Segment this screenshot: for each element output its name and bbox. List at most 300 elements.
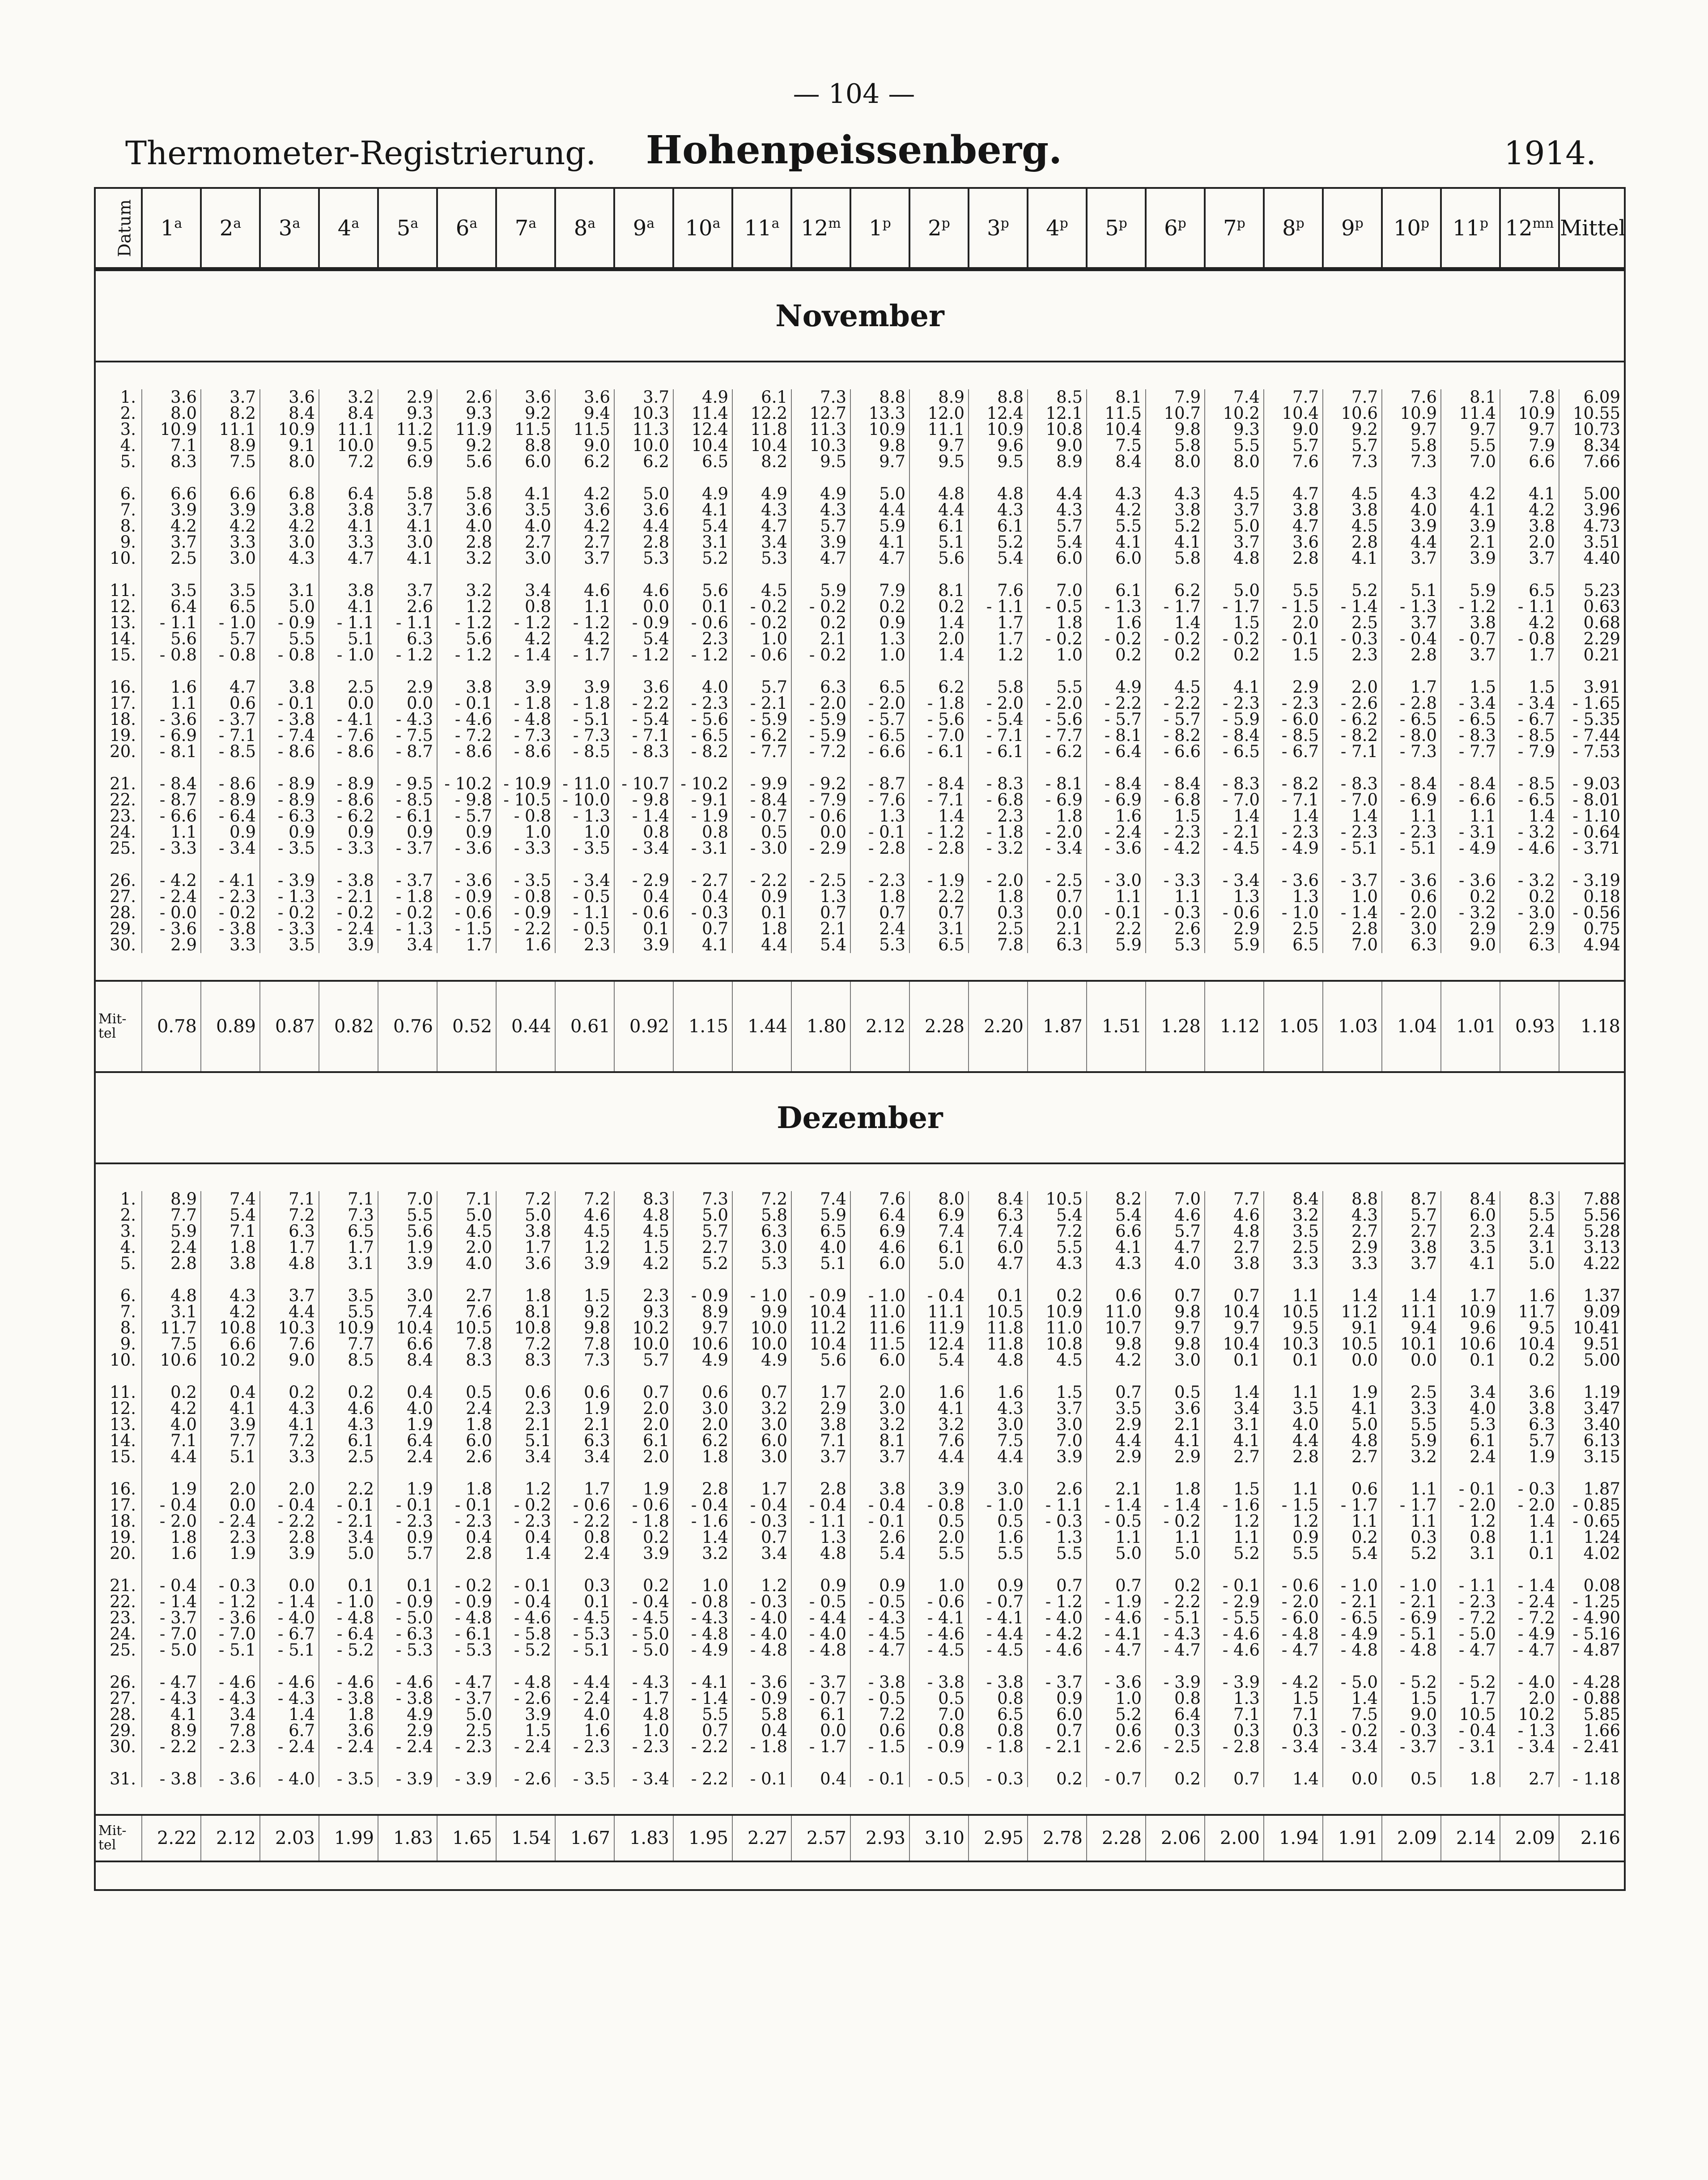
temperature-cell: 1.8 bbox=[1441, 1771, 1500, 1787]
temperature-cell: 6.3 bbox=[1500, 937, 1559, 953]
temperature-cell: 0.4 bbox=[732, 1723, 791, 1739]
temperature-cell: 2.0 bbox=[1323, 679, 1382, 695]
temperature-cell: 1.6 bbox=[142, 1546, 201, 1578]
temperature-cell: - 6.4 bbox=[1087, 744, 1146, 776]
temperature-cell: 1.0 bbox=[1028, 647, 1087, 679]
temperature-cell: 11.8 bbox=[732, 422, 791, 438]
temperature-cell: - 3.8 bbox=[850, 1674, 909, 1690]
temperature-cell: - 0.9 bbox=[732, 1690, 791, 1707]
temperature-cell: - 6.5 bbox=[673, 728, 732, 744]
temperature-cell: 5.6 bbox=[437, 631, 496, 647]
temperature-cell: - 0.8 bbox=[1500, 631, 1559, 647]
temperature-cell: 0.4 bbox=[791, 1771, 850, 1787]
temperature-cell: 1.6 bbox=[1500, 1288, 1559, 1304]
temperature-cell: 3.5 bbox=[201, 583, 260, 599]
temperature-cell: 6.3 bbox=[378, 631, 437, 647]
temperature-cell: 4.4 bbox=[1028, 486, 1087, 502]
date-cell: 12. bbox=[95, 1401, 142, 1417]
temperature-cell: - 2.0 bbox=[1028, 824, 1087, 840]
temperature-cell: - 0.2 bbox=[1205, 631, 1264, 647]
temperature-cell: 0.1 bbox=[1205, 1352, 1264, 1384]
temperature-cell: 10.9 bbox=[1028, 1304, 1087, 1320]
temperature-cell: 5.5 bbox=[1087, 518, 1146, 534]
date-cell: 13. bbox=[95, 615, 142, 631]
temperature-cell: - 8.4 bbox=[909, 776, 969, 792]
temperature-cell: 7.8 bbox=[201, 1723, 260, 1739]
temperature-cell: - 4.0 bbox=[260, 1610, 319, 1626]
temperature-cell: 1.4 bbox=[1323, 1690, 1382, 1707]
temperature-cell: - 2.0 bbox=[1028, 695, 1087, 711]
daily-mean-cell: 0.68 bbox=[1559, 615, 1625, 631]
temperature-cell: 10.7 bbox=[1087, 1320, 1146, 1336]
temperature-cell: 0.8 bbox=[673, 824, 732, 840]
temperature-cell: - 0.2 bbox=[1087, 631, 1146, 647]
date-cell: 29. bbox=[95, 921, 142, 937]
temperature-cell: - 6.0 bbox=[1264, 711, 1323, 728]
temperature-cell: 3.5 bbox=[496, 502, 555, 518]
temperature-cell: 4.2 bbox=[1087, 1352, 1146, 1384]
temperature-cell: 4.1 bbox=[1205, 679, 1264, 695]
temperature-cell: 4.3 bbox=[260, 550, 319, 583]
temperature-cell: 9.1 bbox=[1323, 1320, 1382, 1336]
temperature-cell: 7.3 bbox=[1323, 454, 1382, 486]
temperature-cell: - 6.6 bbox=[1441, 792, 1500, 808]
temperature-cell: 4.4 bbox=[732, 937, 791, 953]
temperature-cell: 0.2 bbox=[1087, 647, 1146, 679]
temperature-cell: 3.7 bbox=[1441, 647, 1500, 679]
temperature-cell: - 5.5 bbox=[1205, 1610, 1264, 1626]
temperature-cell: 10.9 bbox=[260, 422, 319, 438]
temperature-cell: 0.6 bbox=[1087, 1723, 1146, 1739]
temperature-cell: 5.5 bbox=[1500, 1207, 1559, 1223]
temperature-cell: - 0.8 bbox=[909, 1497, 969, 1513]
temperature-cell: 3.8 bbox=[1500, 1401, 1559, 1417]
temperature-cell: 3.0 bbox=[260, 534, 319, 550]
temperature-cell: 5.7 bbox=[791, 518, 850, 534]
temperature-cell: 4.2 bbox=[555, 631, 614, 647]
temperature-cell: 2.1 bbox=[496, 1417, 555, 1433]
daily-mean-cell: - 1.25 bbox=[1559, 1594, 1625, 1610]
temperature-cell: 2.2 bbox=[1087, 921, 1146, 937]
temperature-cell: 0.2 bbox=[850, 599, 909, 615]
temperature-cell: 8.9 bbox=[909, 389, 969, 405]
temperature-cell: 1.3 bbox=[850, 631, 909, 647]
temperature-cell: 3.6 bbox=[614, 502, 673, 518]
temperature-cell: 0.7 bbox=[1146, 1288, 1205, 1304]
hourly-mean-cell: 1.01 bbox=[1441, 981, 1500, 1072]
temperature-cell: 1.6 bbox=[496, 937, 555, 953]
temperature-cell: 2.9 bbox=[142, 937, 201, 953]
temperature-cell: 0.7 bbox=[673, 1723, 732, 1739]
temperature-cell: - 0.1 bbox=[1205, 1578, 1264, 1594]
temperature-cell: 1.0 bbox=[1087, 1690, 1146, 1707]
temperature-cell: - 0.7 bbox=[732, 808, 791, 824]
table-row bbox=[95, 824, 1625, 840]
temperature-cell: 1.5 bbox=[1382, 1690, 1441, 1707]
temperature-cell: - 3.8 bbox=[201, 921, 260, 937]
temperature-cell: 7.1 bbox=[791, 1433, 850, 1449]
temperature-cell: 0.0 bbox=[1028, 905, 1087, 921]
temperature-cell: 2.9 bbox=[791, 1401, 850, 1417]
temperature-cell: 8.9 bbox=[142, 1723, 201, 1739]
temperature-cell: 0.9 bbox=[732, 889, 791, 905]
temperature-cell: - 8.4 bbox=[1382, 776, 1441, 792]
temperature-cell: 4.7 bbox=[319, 550, 378, 583]
temperature-cell: 3.9 bbox=[201, 1417, 260, 1433]
temperature-cell: 7.5 bbox=[1323, 1707, 1382, 1723]
temperature-cell: 4.0 bbox=[1146, 1256, 1205, 1288]
temperature-cell: 4.1 bbox=[201, 1401, 260, 1417]
temperature-cell: - 2.0 bbox=[142, 1513, 201, 1529]
daily-mean-cell: 3.40 bbox=[1559, 1417, 1625, 1433]
temperature-cell: - 2.0 bbox=[850, 695, 909, 711]
temperature-cell: - 3.4 bbox=[201, 840, 260, 873]
temperature-cell: 2.5 bbox=[1382, 1384, 1441, 1401]
temperature-cell: 6.5 bbox=[1264, 937, 1323, 953]
daily-mean-cell: 4.94 bbox=[1559, 937, 1625, 953]
temperature-cell: 7.8 bbox=[1500, 389, 1559, 405]
temperature-cell: 3.1 bbox=[142, 1304, 201, 1320]
temperature-cell: 3.2 bbox=[909, 1417, 969, 1433]
column-header-hour: 11$^p$ bbox=[1441, 188, 1500, 269]
temperature-cell: - 4.6 bbox=[1205, 1626, 1264, 1642]
temperature-cell: - 4.8 bbox=[1382, 1642, 1441, 1674]
temperature-cell: 10.4 bbox=[1500, 1336, 1559, 1352]
temperature-cell: - 0.8 bbox=[260, 647, 319, 679]
temperature-cell: - 1.1 bbox=[1028, 1497, 1087, 1513]
temperature-cell: 8.1 bbox=[1441, 389, 1500, 405]
temperature-cell: 5.5 bbox=[1382, 1417, 1441, 1433]
temperature-cell: - 0.4 bbox=[1441, 1723, 1500, 1739]
temperature-cell: 3.4 bbox=[319, 1529, 378, 1546]
column-header-hour: 7$^a$ bbox=[496, 188, 555, 269]
temperature-cell: 2.8 bbox=[791, 1481, 850, 1497]
temperature-cell: 5.9 bbox=[791, 583, 850, 599]
temperature-cell: 3.5 bbox=[142, 583, 201, 599]
temperature-cell: 2.1 bbox=[555, 1417, 614, 1433]
temperature-cell: 2.9 bbox=[378, 389, 437, 405]
temperature-cell: 0.7 bbox=[1205, 1771, 1264, 1787]
temperature-cell: 8.1 bbox=[1087, 389, 1146, 405]
daily-mean-cell: 3.91 bbox=[1559, 679, 1625, 695]
temperature-cell: - 1.2 bbox=[555, 615, 614, 631]
temperature-cell: 7.4 bbox=[969, 1223, 1028, 1239]
table-row bbox=[95, 937, 1625, 953]
temperature-cell: 7.2 bbox=[850, 1707, 909, 1723]
temperature-cell: - 2.5 bbox=[1028, 873, 1087, 889]
temperature-cell: - 5.6 bbox=[673, 711, 732, 728]
temperature-cell: - 5.9 bbox=[732, 711, 791, 728]
temperature-cell: - 3.0 bbox=[1500, 905, 1559, 921]
temperature-cell: - 1.5 bbox=[437, 921, 496, 937]
temperature-cell: 2.4 bbox=[850, 921, 909, 937]
temperature-cell: 9.3 bbox=[378, 405, 437, 422]
temperature-cell: - 1.9 bbox=[1087, 1594, 1146, 1610]
temperature-cell: - 3.6 bbox=[1264, 873, 1323, 889]
temperature-cell: 1.8 bbox=[1146, 1481, 1205, 1497]
temperature-cell: 4.1 bbox=[1205, 1433, 1264, 1449]
temperature-cell: 4.0 bbox=[673, 679, 732, 695]
temperature-cell: 2.6 bbox=[850, 1529, 909, 1546]
temperature-cell: - 2.6 bbox=[1087, 1739, 1146, 1771]
temperature-cell: 1.7 bbox=[319, 1239, 378, 1256]
temperature-cell: 0.9 bbox=[437, 824, 496, 840]
temperature-cell: - 0.3 bbox=[1028, 1513, 1087, 1529]
temperature-cell: 1.2 bbox=[437, 599, 496, 615]
temperature-cell: 8.9 bbox=[142, 1191, 201, 1207]
temperature-cell: - 4.9 bbox=[1441, 840, 1500, 873]
temperature-cell: - 4.2 bbox=[142, 873, 201, 889]
temperature-cell: 8.2 bbox=[1087, 1191, 1146, 1207]
temperature-cell: - 7.1 bbox=[1323, 744, 1382, 776]
daily-mean-cell: 4.22 bbox=[1559, 1256, 1625, 1288]
temperature-cell: 4.5 bbox=[614, 1223, 673, 1239]
column-header-hour: 1$^p$ bbox=[850, 188, 909, 269]
temperature-cell: 3.0 bbox=[969, 1481, 1028, 1497]
temperature-cell: 4.1 bbox=[1500, 486, 1559, 502]
temperature-cell: 0.1 bbox=[614, 921, 673, 937]
temperature-cell: 3.7 bbox=[1382, 550, 1441, 583]
temperature-cell: - 3.8 bbox=[319, 1690, 378, 1707]
temperature-cell: 1.7 bbox=[496, 1239, 555, 1256]
temperature-cell: 0.4 bbox=[496, 1529, 555, 1546]
temperature-cell: 6.0 bbox=[1087, 550, 1146, 583]
date-cell: 20. bbox=[95, 744, 142, 776]
daily-mean-cell: - 0.64 bbox=[1559, 824, 1625, 840]
temperature-cell: 0.6 bbox=[1087, 1288, 1146, 1304]
date-cell: 24. bbox=[95, 1626, 142, 1642]
temperature-cell: - 3.5 bbox=[496, 873, 555, 889]
temperature-cell: 7.8 bbox=[555, 1336, 614, 1352]
temperature-cell: - 3.6 bbox=[437, 873, 496, 889]
temperature-cell: - 3.3 bbox=[496, 840, 555, 873]
hourly-mean-cell: 0.76 bbox=[378, 981, 437, 1072]
temperature-cell: - 0.2 bbox=[378, 905, 437, 921]
temperature-cell: 1.1 bbox=[142, 824, 201, 840]
temperature-cell: 8.4 bbox=[969, 1191, 1028, 1207]
temperature-cell: - 0.6 bbox=[791, 808, 850, 824]
temperature-cell: - 1.5 bbox=[1264, 599, 1323, 615]
temperature-cell: - 9.8 bbox=[614, 792, 673, 808]
temperature-cell: 5.9 bbox=[1087, 937, 1146, 953]
temperature-cell: 5.4 bbox=[1323, 1546, 1382, 1578]
temperature-cell: 3.8 bbox=[319, 583, 378, 599]
temperature-cell: 1.6 bbox=[1087, 615, 1146, 631]
table-row bbox=[95, 1320, 1625, 1336]
temperature-cell: - 4.3 bbox=[614, 1674, 673, 1690]
temperature-cell: 3.6 bbox=[555, 389, 614, 405]
temperature-cell: - 8.5 bbox=[555, 744, 614, 776]
temperature-cell: 3.1 bbox=[319, 1256, 378, 1288]
temperature-cell: 4.8 bbox=[614, 1707, 673, 1723]
temperature-cell: 1.9 bbox=[555, 1401, 614, 1417]
temperature-cell: 0.9 bbox=[201, 824, 260, 840]
temperature-cell: 4.7 bbox=[850, 550, 909, 583]
daily-mean-cell: - 0.56 bbox=[1559, 905, 1625, 921]
temperature-cell: 0.6 bbox=[1323, 1481, 1382, 1497]
temperature-cell: 11.8 bbox=[969, 1336, 1028, 1352]
temperature-cell: 7.5 bbox=[201, 454, 260, 486]
temperature-cell: 10.4 bbox=[732, 438, 791, 454]
temperature-cell: 0.3 bbox=[1382, 1529, 1441, 1546]
temperature-cell: 7.2 bbox=[260, 1207, 319, 1223]
date-cell: 9. bbox=[95, 534, 142, 550]
temperature-cell: 2.8 bbox=[1264, 550, 1323, 583]
temperature-cell: - 1.0 bbox=[850, 1288, 909, 1304]
temperature-cell: 12.4 bbox=[909, 1336, 969, 1352]
temperature-cell: 6.5 bbox=[1500, 583, 1559, 599]
temperature-cell: 8.4 bbox=[319, 405, 378, 422]
temperature-cell: 4.3 bbox=[260, 1401, 319, 1417]
temperature-cell: 11.7 bbox=[142, 1320, 201, 1336]
temperature-cell: - 2.1 bbox=[319, 1513, 378, 1529]
temperature-cell: 1.2 bbox=[555, 1239, 614, 1256]
temperature-cell: - 1.8 bbox=[909, 695, 969, 711]
temperature-cell: - 6.6 bbox=[1146, 744, 1205, 776]
temperature-cell: - 6.9 bbox=[1382, 1610, 1441, 1626]
temperature-cell: - 8.9 bbox=[201, 792, 260, 808]
temperature-cell: 2.8 bbox=[1323, 921, 1382, 937]
date-cell: 27. bbox=[95, 889, 142, 905]
temperature-cell: 2.1 bbox=[1028, 921, 1087, 937]
date-cell: 15. bbox=[95, 647, 142, 679]
temperature-cell: - 8.2 bbox=[1323, 728, 1382, 744]
table-row bbox=[95, 583, 1625, 599]
temperature-cell: - 2.8 bbox=[1382, 695, 1441, 711]
temperature-cell: - 1.8 bbox=[378, 889, 437, 905]
temperature-cell: 10.9 bbox=[319, 1320, 378, 1336]
temperature-cell: - 4.6 bbox=[1205, 1642, 1264, 1674]
hourly-mean-cell: 2.57 bbox=[791, 1815, 850, 1861]
temperature-cell: - 3.4 bbox=[1441, 695, 1500, 711]
hourly-mean-cell: 2.28 bbox=[1087, 1815, 1146, 1861]
temperature-cell: - 4.9 bbox=[1500, 1626, 1559, 1642]
temperature-cell: - 2.3 bbox=[673, 695, 732, 711]
temperature-cell: 3.0 bbox=[201, 550, 260, 583]
temperature-cell: - 2.3 bbox=[1323, 824, 1382, 840]
temperature-cell: 4.5 bbox=[1028, 1352, 1087, 1384]
temperature-cell: 12.1 bbox=[1028, 405, 1087, 422]
temperature-cell: 5.6 bbox=[673, 583, 732, 599]
temperature-cell: 4.9 bbox=[673, 1352, 732, 1384]
temperature-cell: - 6.7 bbox=[1264, 744, 1323, 776]
temperature-cell: 1.9 bbox=[378, 1417, 437, 1433]
daily-mean-cell: 9.09 bbox=[1559, 1304, 1625, 1320]
table-row bbox=[95, 1739, 1625, 1771]
temperature-cell: - 6.3 bbox=[260, 808, 319, 824]
temperature-cell: 6.9 bbox=[378, 454, 437, 486]
temperature-cell: 6.9 bbox=[850, 1223, 909, 1239]
table-row bbox=[95, 438, 1625, 454]
temperature-cell: - 0.1 bbox=[378, 1497, 437, 1513]
temperature-cell: 3.1 bbox=[260, 583, 319, 599]
temperature-cell: 3.9 bbox=[1441, 518, 1500, 534]
temperature-cell: - 0.2 bbox=[201, 905, 260, 921]
temperature-cell: 6.8 bbox=[260, 486, 319, 502]
temperature-cell: 3.8 bbox=[201, 1256, 260, 1288]
temperature-cell: - 3.4 bbox=[1500, 1739, 1559, 1771]
temperature-cell: 9.8 bbox=[1146, 1336, 1205, 1352]
temperature-cell: 0.2 bbox=[791, 615, 850, 631]
temperature-cell: 6.6 bbox=[378, 1336, 437, 1352]
temperature-cell: - 0.5 bbox=[791, 1594, 850, 1610]
hourly-mean-cell: 2.28 bbox=[909, 981, 969, 1072]
temperature-cell: - 5.2 bbox=[319, 1642, 378, 1674]
temperature-cell: - 7.3 bbox=[1382, 744, 1441, 776]
column-header-hour: 8$^a$ bbox=[555, 188, 614, 269]
temperature-cell: 10.0 bbox=[732, 1336, 791, 1352]
temperature-cell: 4.0 bbox=[496, 518, 555, 534]
temperature-cell: 8.0 bbox=[909, 1191, 969, 1207]
temperature-cell: 1.5 bbox=[614, 1239, 673, 1256]
temperature-cell: - 5.3 bbox=[378, 1642, 437, 1674]
temperature-cell: 10.0 bbox=[614, 1336, 673, 1352]
temperature-cell: - 11.0 bbox=[555, 776, 614, 792]
temperature-cell: - 1.1 bbox=[378, 615, 437, 631]
temperature-cell: 1.2 bbox=[969, 647, 1028, 679]
column-header-hour: 4$^a$ bbox=[319, 188, 378, 269]
temperature-cell: - 2.4 bbox=[201, 1513, 260, 1529]
temperature-cell: - 7.2 bbox=[437, 728, 496, 744]
temperature-cell: 1.6 bbox=[1087, 808, 1146, 824]
temperature-cell: - 8.5 bbox=[1500, 776, 1559, 792]
temperature-cell: - 2.1 bbox=[1323, 1594, 1382, 1610]
temperature-cell: 0.4 bbox=[201, 1384, 260, 1401]
temperature-cell: 10.5 bbox=[1264, 1304, 1323, 1320]
temperature-cell: - 8.5 bbox=[378, 792, 437, 808]
temperature-cell: 4.1 bbox=[673, 937, 732, 953]
hourly-mean-cell: 2.78 bbox=[1028, 1815, 1087, 1861]
temperature-cell: - 6.5 bbox=[1205, 744, 1264, 776]
temperature-cell: 2.7 bbox=[437, 1288, 496, 1304]
temperature-cell: - 1.7 bbox=[1205, 599, 1264, 615]
temperature-cell: 5.7 bbox=[1028, 518, 1087, 534]
temperature-cell: 10.8 bbox=[1028, 1336, 1087, 1352]
temperature-cell: 2.0 bbox=[614, 1449, 673, 1481]
date-cell: 12. bbox=[95, 599, 142, 615]
temperature-cell: 1.6 bbox=[969, 1529, 1028, 1546]
temperature-cell: 10.2 bbox=[201, 1352, 260, 1384]
temperature-cell: 4.3 bbox=[1382, 486, 1441, 502]
temperature-cell: - 8.4 bbox=[142, 776, 201, 792]
temperature-cell: - 0.6 bbox=[614, 1497, 673, 1513]
temperature-cell: 0.2 bbox=[1500, 889, 1559, 905]
temperature-cell: - 2.6 bbox=[496, 1690, 555, 1707]
temperature-cell: 2.3 bbox=[969, 808, 1028, 824]
temperature-cell: 1.7 bbox=[437, 937, 496, 953]
hourly-mean-cell: 0.87 bbox=[260, 981, 319, 1072]
temperature-cell: 4.9 bbox=[1087, 679, 1146, 695]
temperature-cell: 5.5 bbox=[260, 631, 319, 647]
temperature-cell: 6.1 bbox=[1087, 583, 1146, 599]
temperature-cell: 11.1 bbox=[909, 1304, 969, 1320]
temperature-cell: - 3.4 bbox=[1028, 840, 1087, 873]
temperature-cell: - 2.0 bbox=[791, 695, 850, 711]
temperature-cell: 5.6 bbox=[791, 1352, 850, 1384]
temperature-cell: 2.9 bbox=[378, 679, 437, 695]
temperature-cell: - 7.0 bbox=[201, 1626, 260, 1642]
temperature-cell: 1.3 bbox=[1205, 889, 1264, 905]
temperature-cell: - 4.7 bbox=[1087, 1642, 1146, 1674]
temperature-cell: - 4.3 bbox=[1146, 1626, 1205, 1642]
temperature-cell: - 0.8 bbox=[673, 1594, 732, 1610]
daily-mean-cell: - 4.28 bbox=[1559, 1674, 1625, 1690]
temperature-cell: 3.7 bbox=[260, 1288, 319, 1304]
temperature-cell: 1.2 bbox=[732, 1578, 791, 1594]
temperature-cell: 0.7 bbox=[732, 1529, 791, 1546]
table-row bbox=[95, 744, 1625, 776]
temperature-cell: - 1.1 bbox=[791, 1513, 850, 1529]
